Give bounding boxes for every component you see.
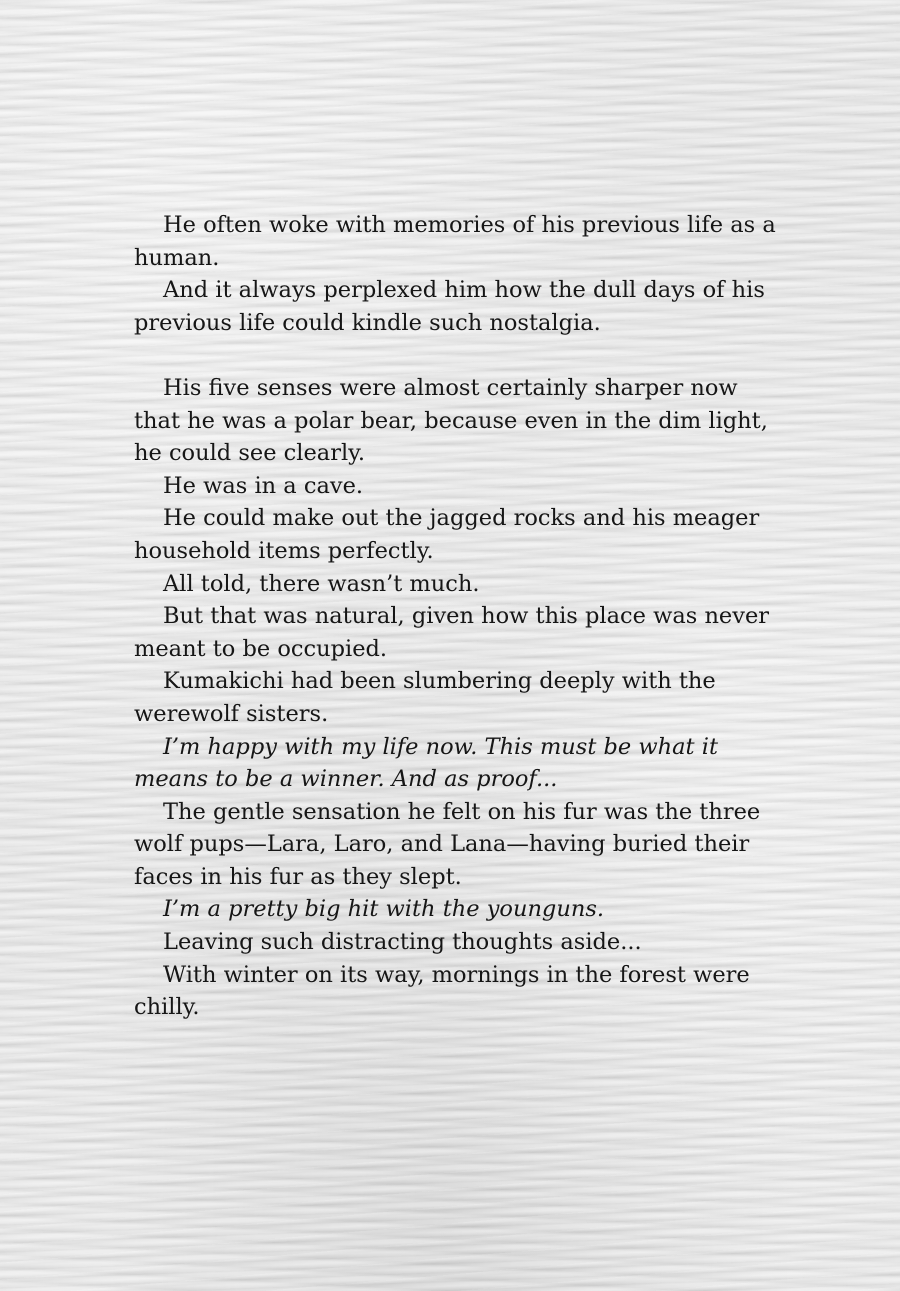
paragraph: But that was natural, given how this place was never meant to be occupied. [134,603,770,662]
paragraph: He was in a cave. [163,472,364,499]
paragraph: The gentle sensation he felt on his fur was the three wolf pups—Lara, Laro, and Lana—having buried their faces in his fur as they slept. [134,798,761,890]
paragraph: He often woke with memories of his previous life as a human. [134,212,776,271]
inner-thought-paragraph: I’m happy with my life now. This must be what it means to be a winner. And as proof... [134,733,718,793]
paragraph: With winter on its way, mornings in the forest were chilly. [134,961,750,1021]
inner-thought-paragraph: I’m a pretty big hit with the younguns. [163,896,605,923]
paragraph: Leaving such distracting thoughts aside... [163,929,642,956]
paragraph: All told, there wasn’t much. [163,570,480,597]
paragraph: Kumakichi had been slumbering deeply with the werewolf sisters. [134,668,716,727]
paragraph: He could make out the jagged rocks and his meager household items perfectly. [134,505,760,564]
body-text [134,209,784,1024]
paragraph: And it always perplexed him how the dull days of his previous life could kindle such nostalgia. [134,277,765,336]
scene-break [134,339,784,372]
paragraph: His five senses were almost certainly sharper now that he was a polar bear, because even in the dim light, he could see clearly. [134,374,768,467]
